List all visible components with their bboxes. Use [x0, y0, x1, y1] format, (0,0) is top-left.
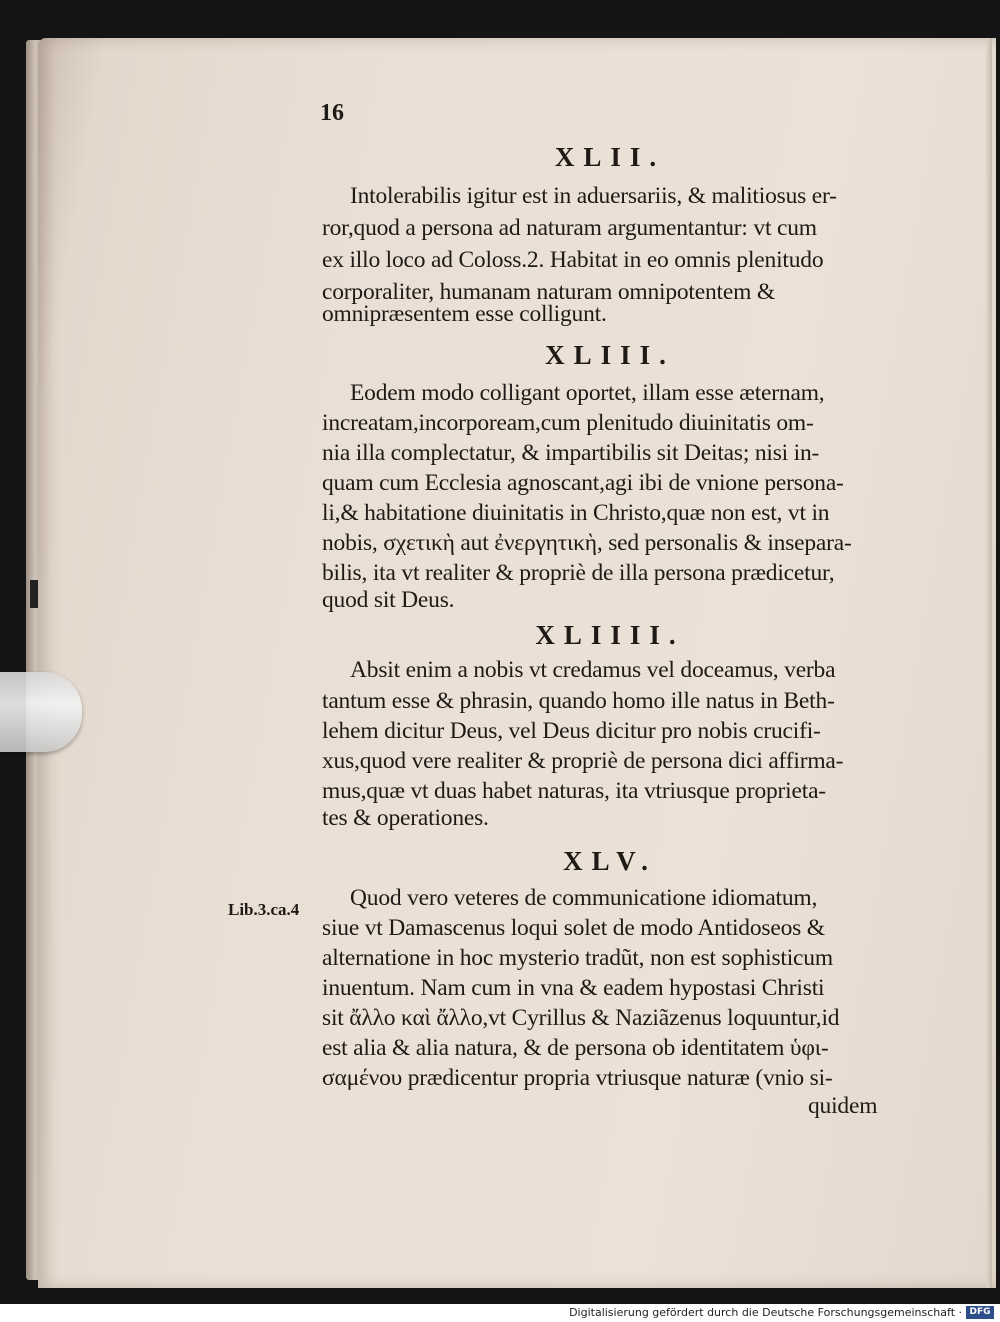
- footer-bar: [0, 1304, 1000, 1322]
- footer-credit: Digitalisierung gefördert durch die Deutsche Forschungsgemeinschaft ·: [569, 1306, 962, 1319]
- text-line: est alia & alia natura, & de persona ob identitatem ὑφι-: [322, 1035, 829, 1061]
- text-line: nia illa complectatur, & impartibilis sit Deitas; nisi in-: [322, 440, 820, 466]
- margin-note: Lib.3.ca.4: [228, 900, 300, 919]
- binding-mark: [30, 580, 38, 608]
- section-heading-42: XLII.: [554, 142, 666, 172]
- text-line: bilis, ita vt realiter & propriè de illa persona prædicetur,: [322, 560, 835, 586]
- text-line: Quod vero veteres de communicatione idiomatum,: [350, 885, 818, 911]
- text-line: ex illo loco ad Coloss.2. Habitat in eo omnis plenitudo: [322, 247, 824, 273]
- text-line: inuentum. Nam cum in vna & eadem hypostasi Christi: [322, 975, 825, 1001]
- text-line: mus,quæ vt duas habet naturas, ita vtriusque proprieta-: [322, 778, 826, 804]
- text-line: quam cum Ecclesia agnoscant,agi ibi de vnione persona-: [322, 470, 844, 496]
- text-line: Absit enim a nobis vt credamus vel doceamus, verba: [350, 657, 836, 683]
- text-line: tes & operationes.: [322, 805, 489, 831]
- page-number: 16: [320, 100, 344, 126]
- text-line: sit ἄλλο καὶ ἄλλο,vt Cyrillus & Naziãzenus loquuntur,id: [322, 1005, 840, 1031]
- page-clip: [0, 672, 82, 752]
- text-line: ror,quod a persona ad naturam argumentantur: vt cum: [322, 215, 817, 241]
- text-line: quod sit Deus.: [322, 587, 455, 613]
- text-line: omnipræsentem esse colligunt.: [322, 301, 607, 327]
- text-line: Intolerabilis igitur est in aduersariis, & malitiosus er-: [350, 183, 837, 209]
- text-line: xus,quod vere realiter & propriè de persona dici affirma-: [322, 748, 844, 774]
- section-heading-43: XLIII.: [545, 340, 675, 370]
- text-line: lehem dicitur Deus, vel Deus dicitur pro nobis crucifi-: [322, 718, 821, 744]
- section-heading-45: XLV.: [563, 846, 657, 876]
- text-line: tantum esse & phrasin, quando homo ille natus in Beth-: [322, 688, 835, 714]
- dfg-logo: DFG: [966, 1306, 994, 1319]
- section-heading-44: XLIIII.: [535, 620, 685, 650]
- text-line: nobis, σχετικὴ aut ἐνεργητικὴ, sed personalis & insepara-: [322, 530, 852, 556]
- page-right-edge: [986, 38, 992, 1288]
- text-line: siue vt Damascenus loqui solet de modo Antidoseos &: [322, 915, 825, 941]
- text-line: corporaliter, humanam naturam omnipotentem &: [322, 279, 775, 305]
- text-line: Eodem modo colligant oportet, illam esse æternam,: [350, 380, 825, 406]
- text-line: increatam,incorpoream,cum plenitudo diuinitatis om-: [322, 410, 814, 436]
- text-line: σαμένου prædicentur propria vtriusque naturæ (vnio si-: [322, 1065, 833, 1091]
- text-line: li,& habitatione diuinitatis in Christo,quæ non est, vt in: [322, 500, 830, 526]
- catchword: quidem: [808, 1093, 878, 1119]
- text-line: alternatione in hoc mysterio tradũt, non est sophisticum: [322, 945, 833, 971]
